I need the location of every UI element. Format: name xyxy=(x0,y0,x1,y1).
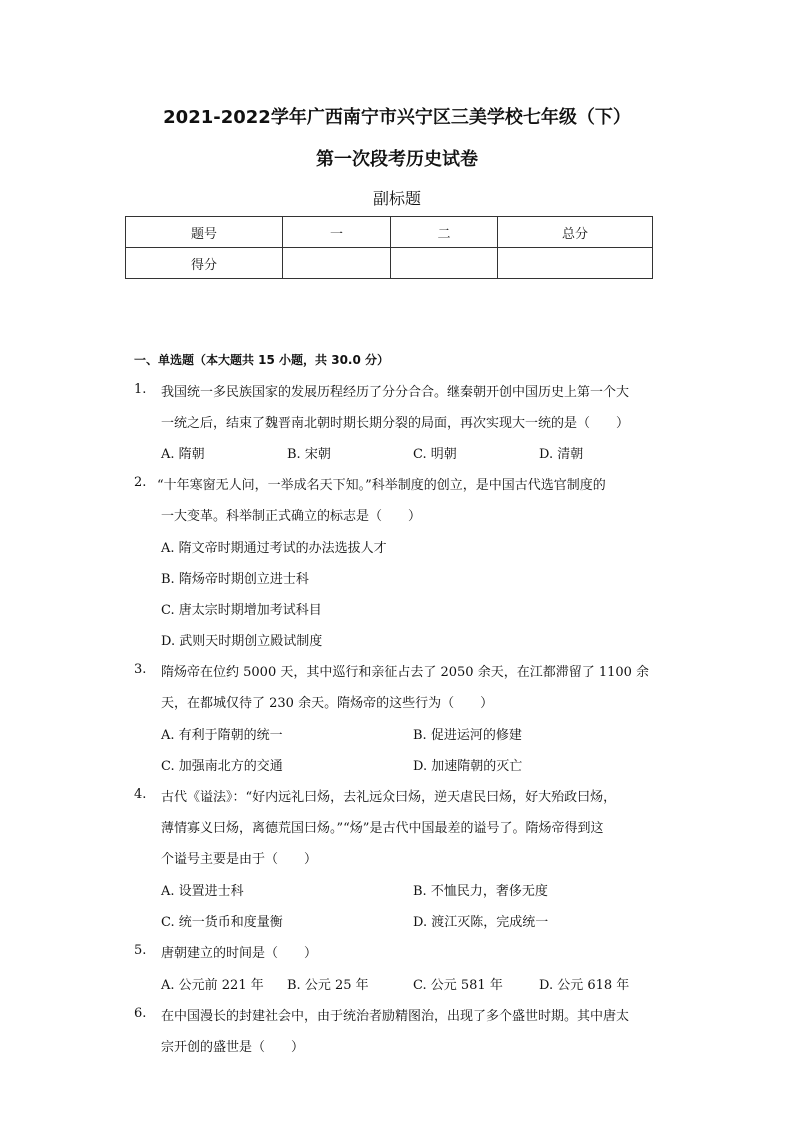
option-d[interactable]: D. 武则天时期创立殿试制度 xyxy=(161,634,323,649)
option-a[interactable]: A. 隋文帝时期通过考试的办法选拔人才 xyxy=(161,541,387,556)
question-stem-line: 隋炀帝在位约 5000 天，其中巡行和亲征占去了 2050 余天，在江都滞留了 1100 余 xyxy=(161,665,650,680)
question-stem-line: 个谥号主要是由于（ ） xyxy=(161,852,318,867)
question-stem-line: 薄情寡义曰炀，离德荒国曰炀。”“炀”是古代中国最差的谥号了。隋炀帝得到这 xyxy=(161,821,604,836)
question-stem-line: 在中国漫长的封建社会中，由于统治者励精图治，出现了多个盛世时期。其中唐太 xyxy=(161,1009,630,1024)
score-header-cell: 总分 xyxy=(498,217,653,248)
score-header-cell: 二 xyxy=(391,217,498,248)
option-d[interactable]: D. 公元 618 年 xyxy=(539,978,630,993)
score-table-score-row xyxy=(126,248,653,279)
question-stem-line: 宗开创的盛世是（ ） xyxy=(161,1040,305,1055)
question-number: 4. xyxy=(134,787,147,802)
exam-title-line2: 第一次段考历史试卷 xyxy=(316,149,478,170)
question-number: 1. xyxy=(134,382,147,397)
score-row-label: 得分 xyxy=(126,248,283,279)
score-header-cell: 一 xyxy=(283,217,391,248)
option-b[interactable]: B. 隋炀帝时期创立进士科 xyxy=(161,572,309,587)
option-d[interactable]: D. 加速隋朝的灭亡 xyxy=(413,759,523,774)
score-header-cell: 题号 xyxy=(126,217,283,248)
question-number: 6. xyxy=(134,1006,147,1021)
option-d[interactable]: D. 渡江灭陈，完成统一 xyxy=(413,915,549,930)
option-b[interactable]: B. 宋朝 xyxy=(287,447,331,462)
option-b[interactable]: B. 公元 25 年 xyxy=(287,978,369,993)
question-stem-line: 一统之后，结束了魏晋南北朝时期长期分裂的局面，再次实现大一统的是（ ） xyxy=(161,416,630,431)
question-stem-line: 我国统一多民族国家的发展历程经历了分分合合。继秦朝开创中国历史上第一个大 xyxy=(161,385,630,400)
question-stem-line: 唐朝建立的时间是（ ） xyxy=(161,946,318,961)
option-c[interactable]: C. 统一货币和度量衡 xyxy=(161,915,283,930)
score-cell[interactable] xyxy=(283,248,391,279)
option-a[interactable]: A. 公元前 221 年 xyxy=(161,978,264,993)
question-stem-line: 一大变革。科举制正式确立的标志是（ ） xyxy=(161,509,422,524)
section-heading: 一、单选题（本大题共 15 小题，共 30.0 分） xyxy=(134,353,390,367)
question-stem-line: “十年寒窗无人问，一举成名天下知。”科举制度的创立，是中国古代选官制度的 xyxy=(157,478,606,493)
option-c[interactable]: C. 明朝 xyxy=(413,447,457,462)
option-a[interactable]: A. 隋朝 xyxy=(161,447,205,462)
option-b[interactable]: B. 不恤民力，奢侈无度 xyxy=(413,884,548,899)
score-cell[interactable] xyxy=(498,248,653,279)
option-c[interactable]: C. 唐太宗时期增加考试科目 xyxy=(161,603,322,618)
option-c[interactable]: C. 公元 581 年 xyxy=(413,978,503,993)
option-d[interactable]: D. 清朝 xyxy=(539,447,584,462)
option-a[interactable]: A. 有利于隋朝的统一 xyxy=(161,728,283,743)
score-table xyxy=(125,216,653,279)
question-number: 2. xyxy=(134,475,147,490)
score-table-header-row xyxy=(126,217,653,248)
question-stem-line: 天，在都城仅待了 230 余天。隋炀帝的这些行为（ ） xyxy=(161,696,494,711)
subtitle: 副标题 xyxy=(372,189,421,208)
score-cell[interactable] xyxy=(391,248,498,279)
question-number: 5. xyxy=(134,943,147,958)
question-number: 3. xyxy=(134,662,147,677)
option-b[interactable]: B. 促进运河的修建 xyxy=(413,728,522,743)
option-c[interactable]: C. 加强南北方的交通 xyxy=(161,759,283,774)
option-a[interactable]: A. 设置进士科 xyxy=(161,884,244,899)
exam-title-line1: 2021-2022学年广西南宁市兴宁区三美学校七年级（下） xyxy=(163,107,631,128)
question-stem-line: 古代《谥法》：“好内远礼曰炀，去礼远众曰炀，逆天虐民曰炀，好大殆政曰炀， xyxy=(161,790,617,805)
